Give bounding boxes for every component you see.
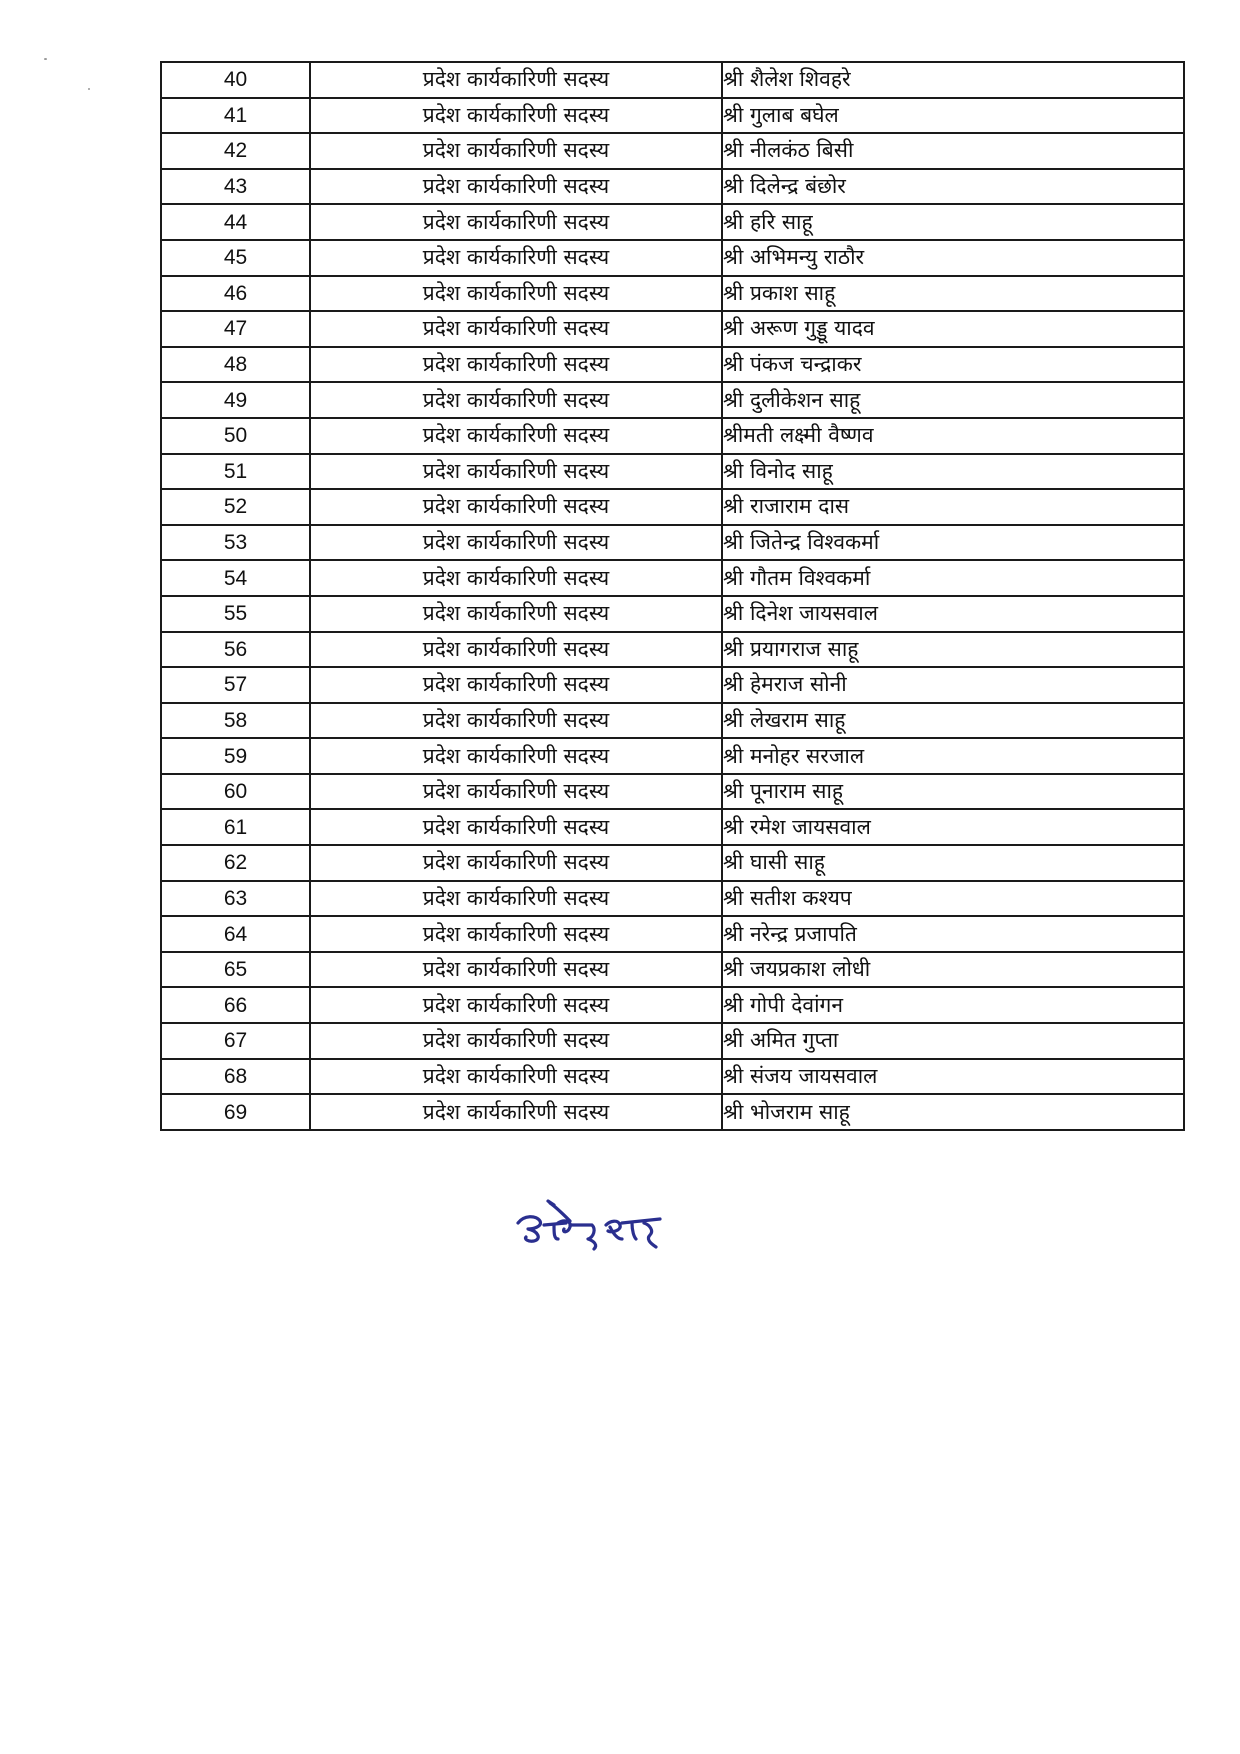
table-row: [161, 525, 1184, 561]
post-cell: प्रदेश कार्यकारिणी सदस्य: [310, 596, 722, 632]
post-cell: प्रदेश कार्यकारिणी सदस्य: [310, 169, 722, 205]
table-row: [161, 881, 1184, 917]
table-row: [161, 952, 1184, 988]
post-cell: प्रदेश कार्यकारिणी सदस्य: [310, 560, 722, 596]
member-name-cell: श्री गुलाब बघेल: [722, 98, 1184, 134]
serial-number-cell: 41: [161, 98, 310, 134]
member-name-cell: श्री नरेन्द्र प्रजापति: [722, 916, 1184, 952]
member-name-cell: श्री गोपी देवांगन: [722, 987, 1184, 1023]
table-row: [161, 489, 1184, 525]
post-cell: प्रदेश कार्यकारिणी सदस्य: [310, 489, 722, 525]
member-name-cell: श्री संजय जायसवाल: [722, 1059, 1184, 1095]
serial-number-cell: 45: [161, 240, 310, 276]
serial-number-cell: 40: [161, 62, 310, 98]
member-name-cell: श्री घासी साहू: [722, 845, 1184, 881]
member-name-cell: श्री दुलीकेशन साहू: [722, 382, 1184, 418]
post-cell: प्रदेश कार्यकारिणी सदस्य: [310, 525, 722, 561]
serial-number-cell: 64: [161, 916, 310, 952]
table-row: [161, 987, 1184, 1023]
table-row: [161, 311, 1184, 347]
serial-number-cell: 67: [161, 1023, 310, 1059]
serial-number-cell: 50: [161, 418, 310, 454]
post-cell: प्रदेश कार्यकारिणी सदस्य: [310, 311, 722, 347]
member-name-cell: श्री विनोद साहू: [722, 454, 1184, 490]
table-row: [161, 133, 1184, 169]
serial-number-cell: 69: [161, 1094, 310, 1130]
table-row: [161, 347, 1184, 383]
post-cell: प्रदेश कार्यकारिणी सदस्य: [310, 418, 722, 454]
post-cell: प्रदेश कार्यकारिणी सदस्य: [310, 62, 722, 98]
post-cell: प्रदेश कार्यकारिणी सदस्य: [310, 916, 722, 952]
table-row: [161, 916, 1184, 952]
members-table: [160, 61, 1185, 1131]
scan-speck: [88, 88, 90, 90]
member-name-cell: श्री प्रयागराज साहू: [722, 632, 1184, 668]
member-name-cell: श्री हेमराज सोनी: [722, 667, 1184, 703]
table-row: [161, 418, 1184, 454]
serial-number-cell: 66: [161, 987, 310, 1023]
table-row: [161, 738, 1184, 774]
member-name-cell: श्री गौतम विश्वकर्मा: [722, 560, 1184, 596]
post-cell: प्रदेश कार्यकारिणी सदस्य: [310, 809, 722, 845]
serial-number-cell: 43: [161, 169, 310, 205]
serial-number-cell: 68: [161, 1059, 310, 1095]
serial-number-cell: 46: [161, 276, 310, 312]
member-name-cell: श्री प्रकाश साहू: [722, 276, 1184, 312]
post-cell: प्रदेश कार्यकारिणी सदस्य: [310, 987, 722, 1023]
table-row: [161, 1059, 1184, 1095]
serial-number-cell: 47: [161, 311, 310, 347]
serial-number-cell: 48: [161, 347, 310, 383]
post-cell: प्रदेश कार्यकारिणी सदस्य: [310, 454, 722, 490]
post-cell: प्रदेश कार्यकारिणी सदस्य: [310, 952, 722, 988]
post-cell: प्रदेश कार्यकारिणी सदस्य: [310, 738, 722, 774]
table-row: [161, 1023, 1184, 1059]
table-row: [161, 240, 1184, 276]
table-row: [161, 596, 1184, 632]
table-row: [161, 809, 1184, 845]
serial-number-cell: 59: [161, 738, 310, 774]
post-cell: प्रदेश कार्यकारिणी सदस्य: [310, 703, 722, 739]
serial-number-cell: 51: [161, 454, 310, 490]
member-name-cell: श्री हरि साहू: [722, 204, 1184, 240]
member-name-cell: श्री अभिमन्यु राठौर: [722, 240, 1184, 276]
table-row: [161, 454, 1184, 490]
member-name-cell: श्री राजाराम दास: [722, 489, 1184, 525]
serial-number-cell: 56: [161, 632, 310, 668]
post-cell: प्रदेश कार्यकारिणी सदस्य: [310, 774, 722, 810]
serial-number-cell: 61: [161, 809, 310, 845]
serial-number-cell: 62: [161, 845, 310, 881]
serial-number-cell: 58: [161, 703, 310, 739]
post-cell: प्रदेश कार्यकारिणी सदस्य: [310, 240, 722, 276]
post-cell: प्रदेश कार्यकारिणी सदस्य: [310, 98, 722, 134]
post-cell: प्रदेश कार्यकारिणी सदस्य: [310, 1023, 722, 1059]
member-name-cell: श्री दिलेन्द्र बंछोर: [722, 169, 1184, 205]
serial-number-cell: 53: [161, 525, 310, 561]
table-row: [161, 276, 1184, 312]
member-name-cell: श्री सतीश कश्यप: [722, 881, 1184, 917]
serial-number-cell: 57: [161, 667, 310, 703]
post-cell: प्रदेश कार्यकारिणी सदस्य: [310, 845, 722, 881]
post-cell: प्रदेश कार्यकारिणी सदस्य: [310, 347, 722, 383]
members-table-body: [161, 62, 1184, 1130]
table-row: [161, 703, 1184, 739]
member-name-cell: श्रीमती लक्ष्मी वैष्णव: [722, 418, 1184, 454]
table-row: [161, 382, 1184, 418]
serial-number-cell: 55: [161, 596, 310, 632]
post-cell: प्रदेश कार्यकारिणी सदस्य: [310, 1094, 722, 1130]
serial-number-cell: 49: [161, 382, 310, 418]
member-name-cell: श्री अमित गुप्ता: [722, 1023, 1184, 1059]
serial-number-cell: 60: [161, 774, 310, 810]
post-cell: प्रदेश कार्यकारिणी सदस्य: [310, 276, 722, 312]
post-cell: प्रदेश कार्यकारिणी सदस्य: [310, 667, 722, 703]
member-name-cell: श्री जितेन्द्र विश्वकर्मा: [722, 525, 1184, 561]
member-name-cell: श्री शैलेश शिवहरे: [722, 62, 1184, 98]
serial-number-cell: 52: [161, 489, 310, 525]
table-row: [161, 204, 1184, 240]
table-row: [161, 169, 1184, 205]
serial-number-cell: 42: [161, 133, 310, 169]
serial-number-cell: 65: [161, 952, 310, 988]
member-name-cell: श्री रमेश जायसवाल: [722, 809, 1184, 845]
member-name-cell: श्री मनोहर सरजाल: [722, 738, 1184, 774]
post-cell: प्रदेश कार्यकारिणी सदस्य: [310, 382, 722, 418]
table-row: [161, 560, 1184, 596]
member-name-cell: श्री जयप्रकाश लोधी: [722, 952, 1184, 988]
member-name-cell: श्री पूनाराम साहू: [722, 774, 1184, 810]
serial-number-cell: 54: [161, 560, 310, 596]
serial-number-cell: 63: [161, 881, 310, 917]
table-row: [161, 667, 1184, 703]
member-name-cell: श्री पंकज चन्द्राकर: [722, 347, 1184, 383]
member-name-cell: श्री लेखराम साहू: [722, 703, 1184, 739]
post-cell: प्रदेश कार्यकारिणी सदस्य: [310, 1059, 722, 1095]
table-row: [161, 845, 1184, 881]
post-cell: प्रदेश कार्यकारिणी सदस्य: [310, 204, 722, 240]
serial-number-cell: 44: [161, 204, 310, 240]
table-row: [161, 632, 1184, 668]
signature: [510, 1195, 680, 1260]
member-name-cell: श्री नीलकंठ बिसी: [722, 133, 1184, 169]
scan-speck: [44, 58, 47, 60]
post-cell: प्रदेश कार्यकारिणी सदस्य: [310, 632, 722, 668]
post-cell: प्रदेश कार्यकारिणी सदस्य: [310, 881, 722, 917]
post-cell: प्रदेश कार्यकारिणी सदस्य: [310, 133, 722, 169]
table-row: [161, 62, 1184, 98]
table-row: [161, 774, 1184, 810]
table-row: [161, 1094, 1184, 1130]
table-row: [161, 98, 1184, 134]
member-name-cell: श्री दिनेश जायसवाल: [722, 596, 1184, 632]
member-name-cell: श्री भोजराम साहू: [722, 1094, 1184, 1130]
member-name-cell: श्री अरूण गुड्डू यादव: [722, 311, 1184, 347]
